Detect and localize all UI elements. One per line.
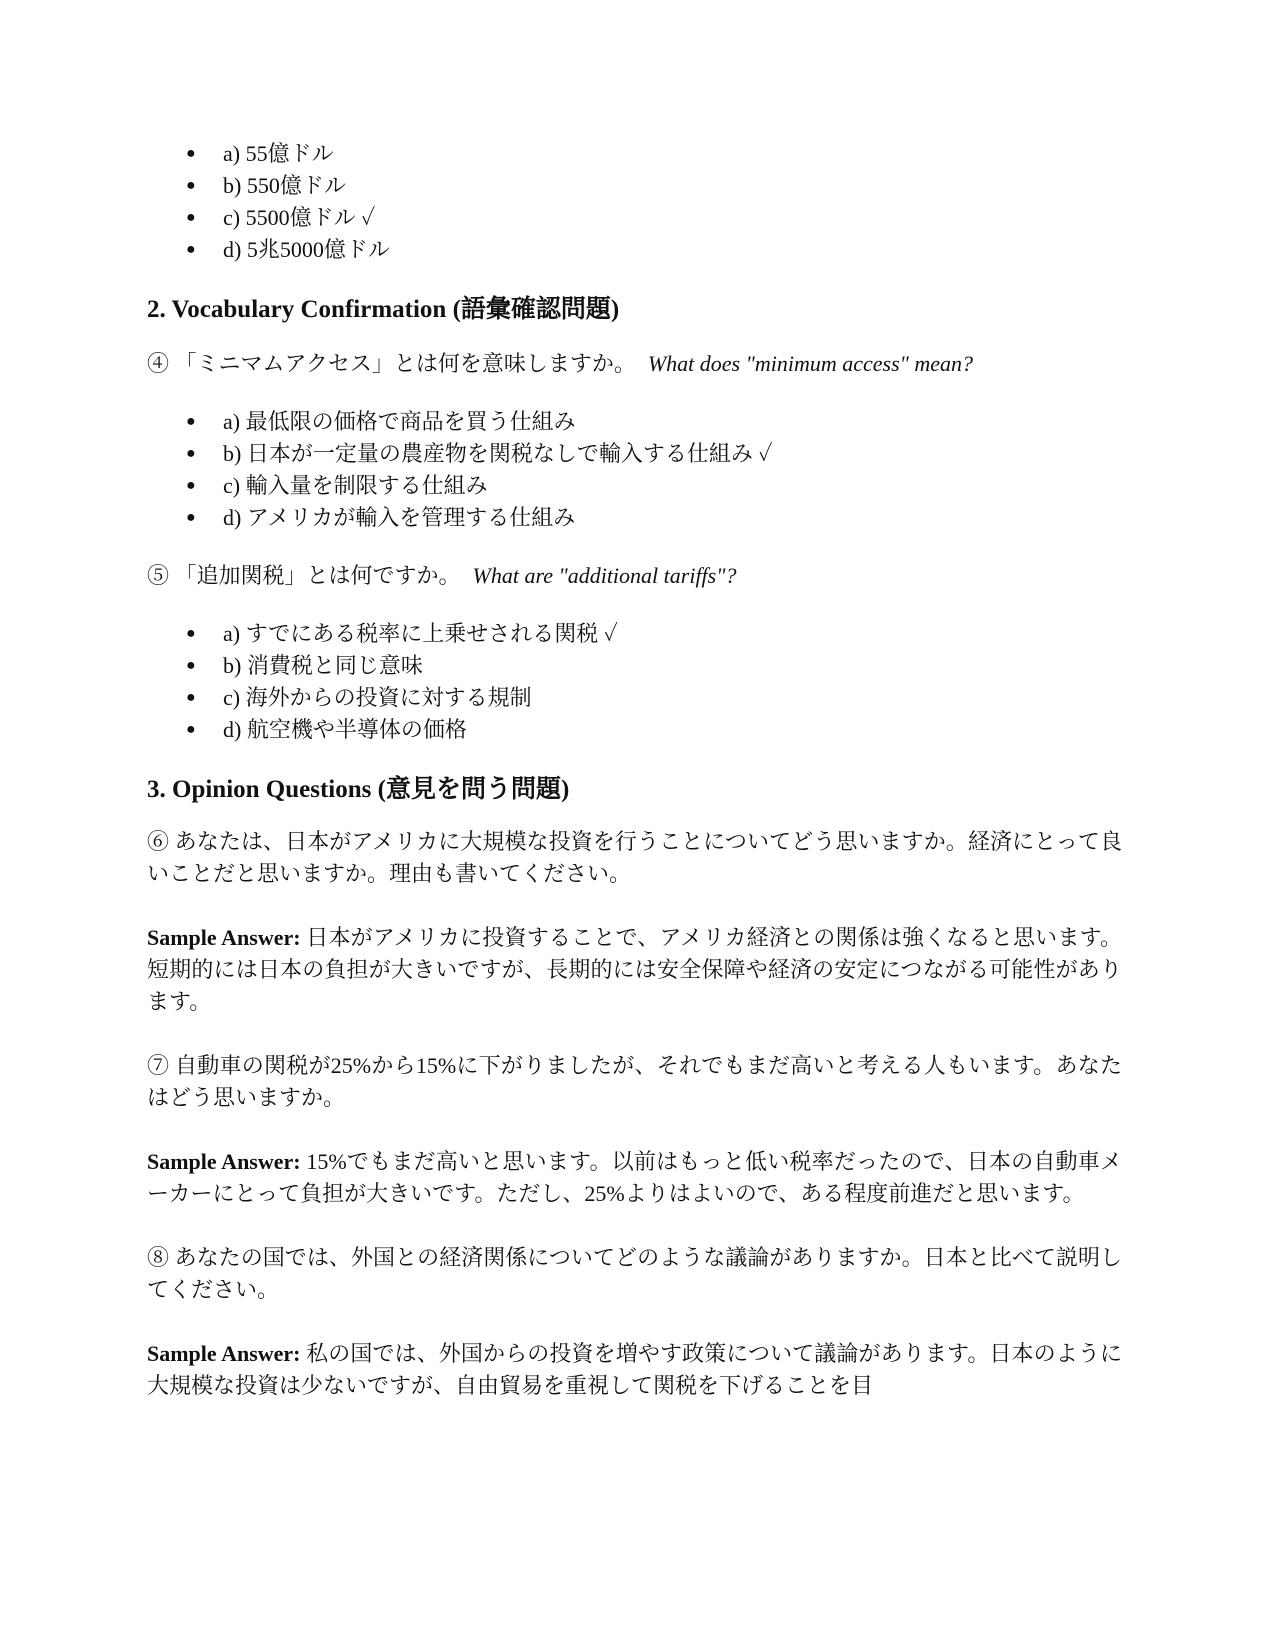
list-item — [147, 502, 1137, 534]
sample-answer-6 — [147, 922, 1122, 1018]
question-english: What are "additional tariffs"? — [472, 563, 737, 588]
sample-answer-label: Sample Answer: — [147, 1341, 301, 1366]
option-text: b) 日本が一定量の農産物を関税なしで輸入する仕組み ✓ — [223, 441, 773, 466]
bullet-icon: ● — [186, 625, 196, 642]
option-text: b) 550億ドル — [223, 173, 346, 198]
option-text: d) アメリカが輸入を管理する仕組み — [223, 505, 576, 530]
option-text: a) すでにある税率に上乗せされる関税 ✓ — [223, 621, 618, 646]
question-text: ④ 「ミニマムアクセス」とは何を意味しますか。 — [147, 351, 636, 376]
list-item — [147, 714, 1137, 746]
bullet-icon: ● — [186, 689, 196, 706]
q4-options-list — [147, 406, 1137, 534]
sample-answer-label: Sample Answer: — [147, 1149, 301, 1174]
q5-options-list — [147, 618, 1137, 746]
bullet-icon: ● — [186, 445, 196, 462]
list-item — [147, 202, 1137, 234]
option-text: d) 5兆5000億ドル — [223, 237, 390, 262]
bullet-icon: ● — [186, 509, 196, 526]
section-heading-opinion: 3. Opinion Questions (意見を問う問題) — [147, 776, 570, 803]
option-text: d) 航空機や半導体の価格 — [223, 717, 467, 742]
list-item — [147, 170, 1137, 202]
option-text: a) 55億ドル — [223, 141, 334, 166]
list-item — [147, 618, 1137, 650]
question-7: ⑦ 自動車の関税が25%から15%に下がりましたが、それでもまだ高いと考える人もいます。あなたはどう思いますか。 — [147, 1053, 1122, 1110]
question-6: ⑥ あなたは、日本がアメリカに大規模な投資を行うことについてどう思いますか。経済にとって良いことだと思いますか。理由も書いてください。 — [147, 829, 1122, 886]
bullet-icon: ● — [186, 721, 196, 738]
option-text: c) 海外からの投資に対する規制 — [223, 685, 532, 710]
bullet-icon: ● — [186, 177, 196, 194]
question-english: What does "minimum access" mean? — [647, 351, 974, 376]
bullet-icon: ● — [186, 657, 196, 674]
question-text: ⑤ 「追加関税」とは何ですか。 — [147, 563, 461, 588]
sample-answer-8 — [147, 1338, 1122, 1402]
option-text: a) 最低限の価格で商品を買う仕組み — [223, 409, 576, 434]
q3-options-list — [147, 138, 1137, 266]
list-item — [147, 650, 1137, 682]
option-text: c) 5500億ドル ✓ — [223, 205, 376, 230]
list-item — [147, 406, 1137, 438]
sample-answer-label: Sample Answer: — [147, 925, 301, 950]
sample-answer-text: 私の国では、外国からの投資を増やす政策について議論があります。日本のように大規模な投資は少ないですが、自由貿易を重視して関税を下げることを目 — [147, 1341, 1123, 1398]
option-text: b) 消費税と同じ意味 — [223, 653, 423, 678]
bullet-icon: ● — [186, 413, 196, 430]
list-item — [147, 438, 1137, 470]
bullet-icon: ● — [186, 241, 196, 258]
bullet-icon: ● — [186, 477, 196, 494]
bullet-icon: ● — [186, 145, 196, 162]
question-8: ⑧ あなたの国では、外国との経済関係についてどのような議論がありますか。日本と比べて説明してください。 — [147, 1245, 1122, 1302]
list-item — [147, 682, 1137, 714]
sample-answer-text: 15%でもまだ高いと思います。以前はもっと低い税率だったので、日本の自動車メーカーにとって負担が大きいです。ただし、25%よりはよいので、ある程度前進だと思います。 — [147, 1149, 1122, 1206]
list-item — [147, 470, 1137, 502]
list-item — [147, 138, 1137, 170]
list-item — [147, 234, 1137, 266]
question-4 — [147, 348, 1137, 380]
section-heading-vocabulary: 2. Vocabulary Confirmation (語彙確認問題) — [147, 296, 620, 323]
document-page — [147, 138, 1137, 1402]
option-text: c) 輸入量を制限する仕組み — [223, 473, 488, 498]
question-5 — [147, 560, 1137, 592]
sample-answer-text: 日本がアメリカに投資することで、アメリカ経済との関係は強くなると思います。短期的には日本の負担が大きいですが、長期的には安全保障や経済の安定につながる可能性があります。 — [147, 925, 1122, 1014]
sample-answer-7 — [147, 1146, 1122, 1210]
bullet-icon: ● — [186, 209, 196, 226]
